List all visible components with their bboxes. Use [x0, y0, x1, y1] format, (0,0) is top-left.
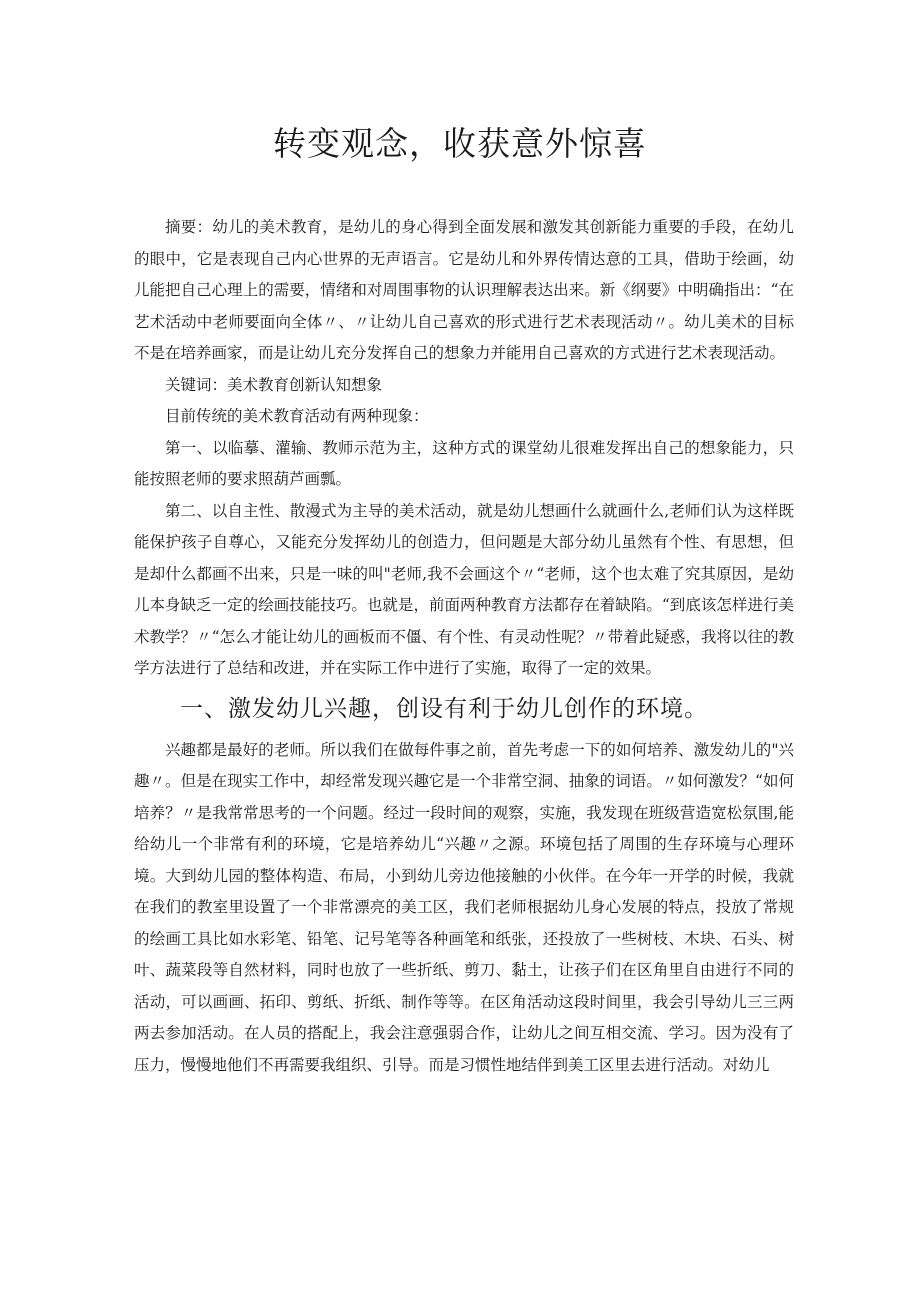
section-one-paragraph: 兴趣都是最好的老师。所以我们在做每件事之前，首先考虑一下的如何培养、激发幼儿的"兴趣〃。但是在现实工作中，却经常发现兴趣它是一个非常空洞、抽象的词语。〃如何激发？“如何培养？〃是我常常思考的一个问题。经过一段时间的观察，实施，我发现在班级营造宽松氛围,能给幼儿一个非常有利的环境，它是培养幼儿“兴趣〃之源。环境包括了周围的生存环境与心理环境。大到幼儿园的整体构造、布局，小到幼儿旁边他接触的小伙伴。在今年一开学的时候，我就在我们的教室里设置了一个非常漂亮的美工区，我们老师根据幼儿身心发展的特点，投放了常规的绘画工具比如水彩笔、铅笔、记号笔等各种画笔和纸张，还投放了一些树枝、木块、石头、树叶、蔬菜段等自然材料，同时也放了一些折纸、剪刀、黏土，让孩子们在区角里自由进行不同的活动，可以画画、拓印、剪纸、折纸、制作等等。在区角活动这段时间里，我会引导幼儿三三两两去参加活动。在人员的搭配上，我会注意强弱合作，让幼儿之间互相交流、学习。因为没有了压力，慢慢地他们不再需要我组织、引导。而是习惯性地结伴到美工区里去进行活动。对幼儿 [134, 740, 794, 1074]
point-two-paragraph: 第二、以自主性、散漫式为主导的美术活动，就是幼儿想画什么就画什么,老师们认为这样既能保护孩子自尊心，又能充分发挥幼儿的创造力，但问题是大部分幼儿虽然有个性、有思想，但是却什么都画不出来，只是一味的叫"老师,我不会画这个〃“老师，这个也太难了究其原因，是幼儿本身缺乏一定的绘画技能技巧。也就是，前面两种教育方法都存在着缺陷。“到底该怎样进行美术教学？〃“怎么才能让幼儿的画板而不僵、有个性、有灵动性呢？〃带着此疑惑，我将以往的教学方法进行了总结和改进，并在实际工作中进行了实施，取得了一定的效果。 [134, 501, 794, 677]
document-body [134, 212, 794, 1081]
intro-paragraph: 目前传统的美术教育活动有两种现象： [165, 407, 429, 425]
abstract-paragraph: 摘要：幼儿的美术教育，是幼儿的身心得到全面发展和激发其创新能力重要的手段，在幼儿的眼中，它是表现自己内心世界的无声语言。它是幼儿和外界传情达意的工具，借助于绘画，幼儿能把自己心理上的需要，情绪和对周围事物的认识理解表达出来。新《纲要》中明确指出：“在艺术活动中老师要面向全体〃、〃让幼儿自己喜欢的形式进行艺术表现活动〃。幼儿美术的目标不是在培养画家，而是让幼儿充分发挥自己的想象力并能用自己喜欢的方式进行艺术表现活动。 [134, 218, 794, 362]
document-title: 转变观念，收获意外惊喜 [273, 124, 647, 163]
point-one-paragraph: 第一、以临摹、灌输、教师示范为主，这种方式的课堂幼儿很难发挥出自己的想象能力，只能按照老师的要求照葫芦画瓢。 [134, 438, 794, 488]
section-one-heading: 一、激发幼儿兴趣，创设有利于幼儿创作的环境。 [180, 695, 708, 722]
keywords-paragraph: 关键词：美术教育创新认知想象 [165, 375, 383, 394]
